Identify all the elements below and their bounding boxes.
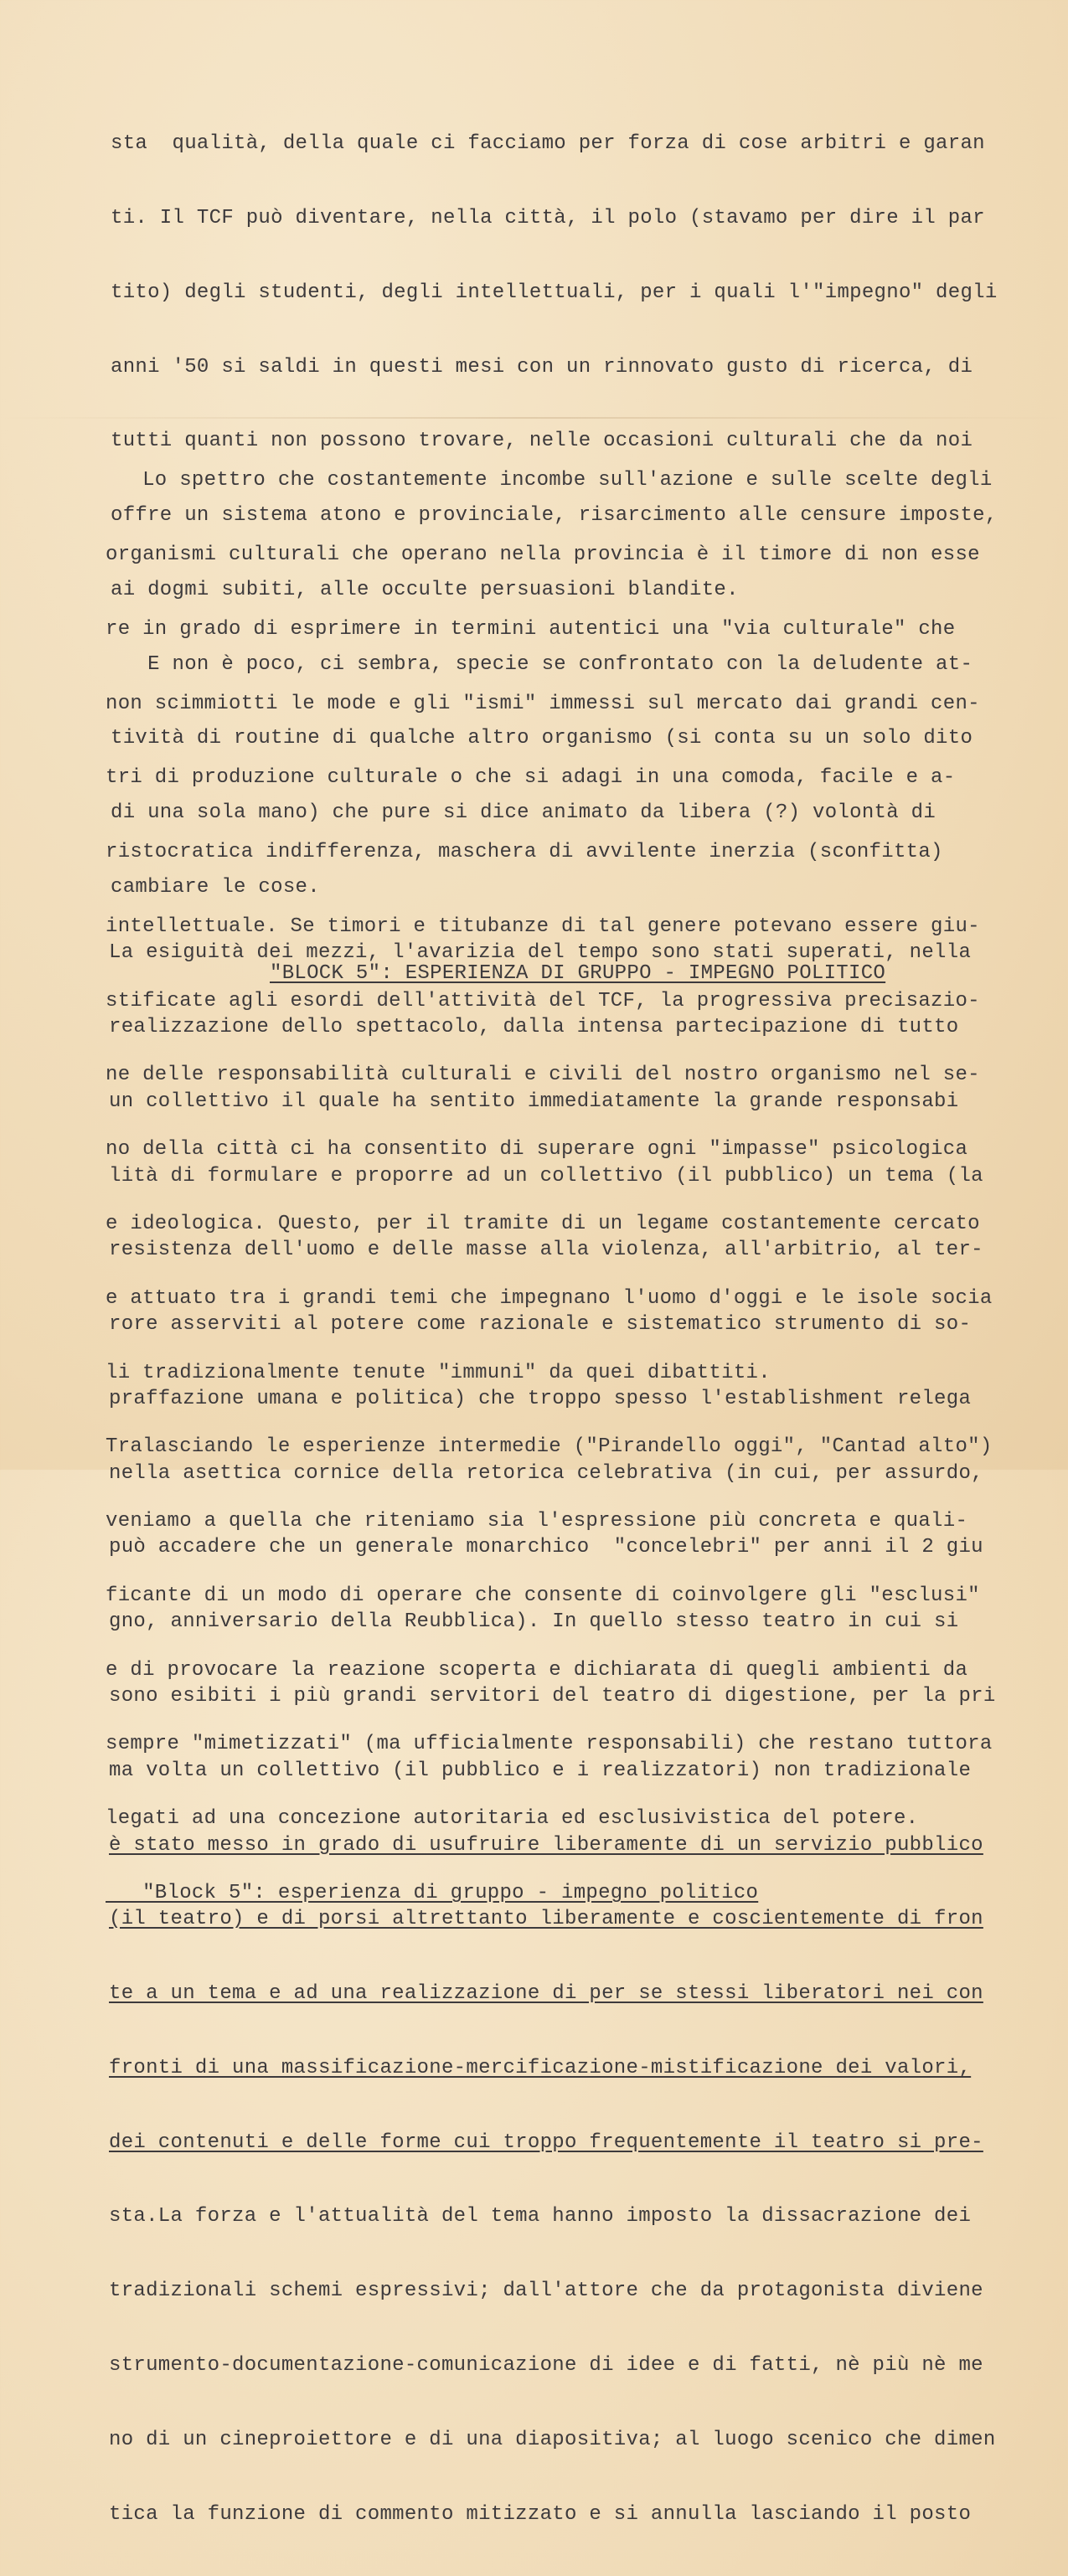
text-line: praffazione umana e politica) che troppo spesso l'establishment relega xyxy=(109,1387,972,1410)
section-title: "BLOCK 5": ESPERIENZA DI GRUPPO - IMPEGNO POLITICO xyxy=(270,961,886,985)
underlined-line: dei contenuti e delle forme cui troppo frequentemente il teatro si pre- xyxy=(109,2130,983,2154)
text-line: tutti quanti non possono trovare, nelle occasioni culturali che da noi xyxy=(111,430,973,453)
text-line: offre un sistema atono e provinciale, risarcimento alle censure imposte, xyxy=(111,504,998,528)
text-line: La esiguità dei mezzi, l'avarizia del tempo sono stati superati, nella xyxy=(109,941,972,965)
text-line: tività di routine di qualche altro organismo (si conta su un solo dito xyxy=(111,727,973,750)
text-line: cambiare le cose. xyxy=(111,876,320,899)
text-line: organismi culturali che operano nella provincia è il timore di non esse xyxy=(106,543,980,566)
text-line: Tralasciando le esperienze intermedie ("Pirandello oggi", "Cantad alto") xyxy=(106,1435,993,1459)
text-line: sono esibiti i più grandi servitori del teatro di digestione, per la pri xyxy=(109,1685,996,1708)
text-line: ma volta un collettivo (il pubblico e i realizzatori) non tradizionale xyxy=(109,1759,972,1782)
text-line: e ideologica. Questo, per il tramite di un legame costantemente cercato xyxy=(106,1213,980,1235)
text-line: e di provocare la reazione scoperta e dichiarata di quegli ambienti da xyxy=(106,1658,968,1682)
text-line: veniamo a quella che riteniamo sia l'espressione più concreta e quali- xyxy=(106,1510,968,1533)
underlined-line: fronti di una massificazione-mercificazione-mistificazione dei valori, xyxy=(109,2056,972,2079)
text-line: re in grado di esprimere in termini autentici una "via culturale" che xyxy=(106,617,956,641)
text-line: Lo spettro che costantemente incombe sull'azione e sulle scelte degli xyxy=(106,469,993,492)
text-line: di una sola mano) che pure si dice animato da libera (?) volontà di xyxy=(111,801,936,825)
text-line: intellettuale. Se timori e titubanze di tal genere potevano essere giu- xyxy=(106,914,980,938)
text-line: tradizionali schemi espressivi; dall'attore che da protagonista diviene xyxy=(109,2280,983,2303)
text-line: anni '50 si saldi in questi mesi con un rinnovato gusto di ricerca, di xyxy=(111,355,973,379)
text-line: ne delle responsabilità culturali e civili del nostro organismo nel se- xyxy=(106,1064,980,1087)
text-line: rore asserviti al potere come razionale e sistematico strumento di so- xyxy=(109,1313,972,1337)
text-line: no di un cineproiettore e di una diapositiva; al luogo scenico che dimen xyxy=(109,2428,996,2451)
text-line: lità di formulare e proporre ad un collettivo (il pubblico) un tema (la xyxy=(109,1164,983,1188)
text-line: un collettivo il quale ha sentito immediatamente la grande responsabi xyxy=(109,1090,959,1113)
text-line: e attuato tra i grandi temi che impegnano l'uomo d'oggi e le isole socia xyxy=(106,1286,993,1310)
text-line: ai dogmi subiti, alle occulte persuasioni blandite. xyxy=(111,578,739,601)
text-line: stificate agli esordi dell'attività del TCF, la progressiva precisazio- xyxy=(106,989,980,1012)
text-line: E non è poco, ci sembra, specie se confrontato con la deludente at- xyxy=(111,652,973,676)
text-line: sempre "mimetizzati" (ma ufficialmente responsabili) che restano tuttora xyxy=(106,1733,993,1756)
text-line: gno, anniversario della Reubblica). In quello stesso teatro in cui si xyxy=(109,1610,959,1634)
final-block xyxy=(109,891,1047,2576)
text-line: tito) degli studenti, degli intellettuali, per i quali l'"impegno" degli xyxy=(111,281,998,304)
text-line: sta.La forza e l'attualità del tema hanno imposto la dissacrazione dei xyxy=(109,2205,972,2228)
text-line: resistenza dell'uomo e delle masse alla violenza, all'arbitrio, al ter- xyxy=(109,1239,983,1262)
text-line: ristocratica indifferenza, maschera di avvilente inerzia (sconfitta) xyxy=(106,841,943,864)
text-line: non scimmiotti le mode e gli "ismi" immessi sul mercato dai grandi cen- xyxy=(106,692,980,715)
text-line: legati ad una concezione autoritaria ed esclusivistica del potere. xyxy=(106,1807,919,1831)
text-line: nella asettica cornice della retorica celebrativa (in cui, per assurdo, xyxy=(109,1461,983,1485)
text-line: strumento-documentazione-comunicazione di idee e di fatti, nè più nè me xyxy=(109,2354,983,2378)
underlined-line: te a un tema e ad una realizzazione di per se stessi liberatori nei con xyxy=(109,1982,983,2006)
underlined-line: (il teatro) e di porsi altrettanto liberamente e coscientemente di fron xyxy=(109,1908,983,1931)
text-line: ti. Il TCF può diventare, nella città, il polo (stavamo per dire il par xyxy=(111,206,985,229)
text-line: può accadere che un generale monarchico "concelebri" per anni il 2 giu xyxy=(109,1536,983,1559)
text-line: sta qualità, della quale ci facciamo per forza di cose arbitri e garan xyxy=(111,132,985,156)
text-line: tica la funzione di commento mitizzato e si annulla lasciando il posto xyxy=(109,2502,972,2526)
underlined-line: è stato messo in grado di usufruire liberamente di un servizio pubblico xyxy=(109,1833,983,1857)
text-line: realizzazione dello spettacolo, dalla intensa partecipazione di tutto xyxy=(109,1015,959,1038)
text-line: tri di produzione culturale o che si adagi in una comoda, facile e a- xyxy=(106,766,956,790)
text-line: ficante di un modo di operare che consente di coinvolgere gli "esclusi" xyxy=(106,1584,980,1607)
text-line: no della città ci ha consentito di superare ogni "impasse" psicologica xyxy=(106,1138,968,1162)
subheading-line: "Block 5": esperienza di gruppo - impegno politico xyxy=(106,1882,759,1905)
text-line: li tradizionalmente tenute "immuni" da quei dibattiti. xyxy=(106,1361,771,1384)
